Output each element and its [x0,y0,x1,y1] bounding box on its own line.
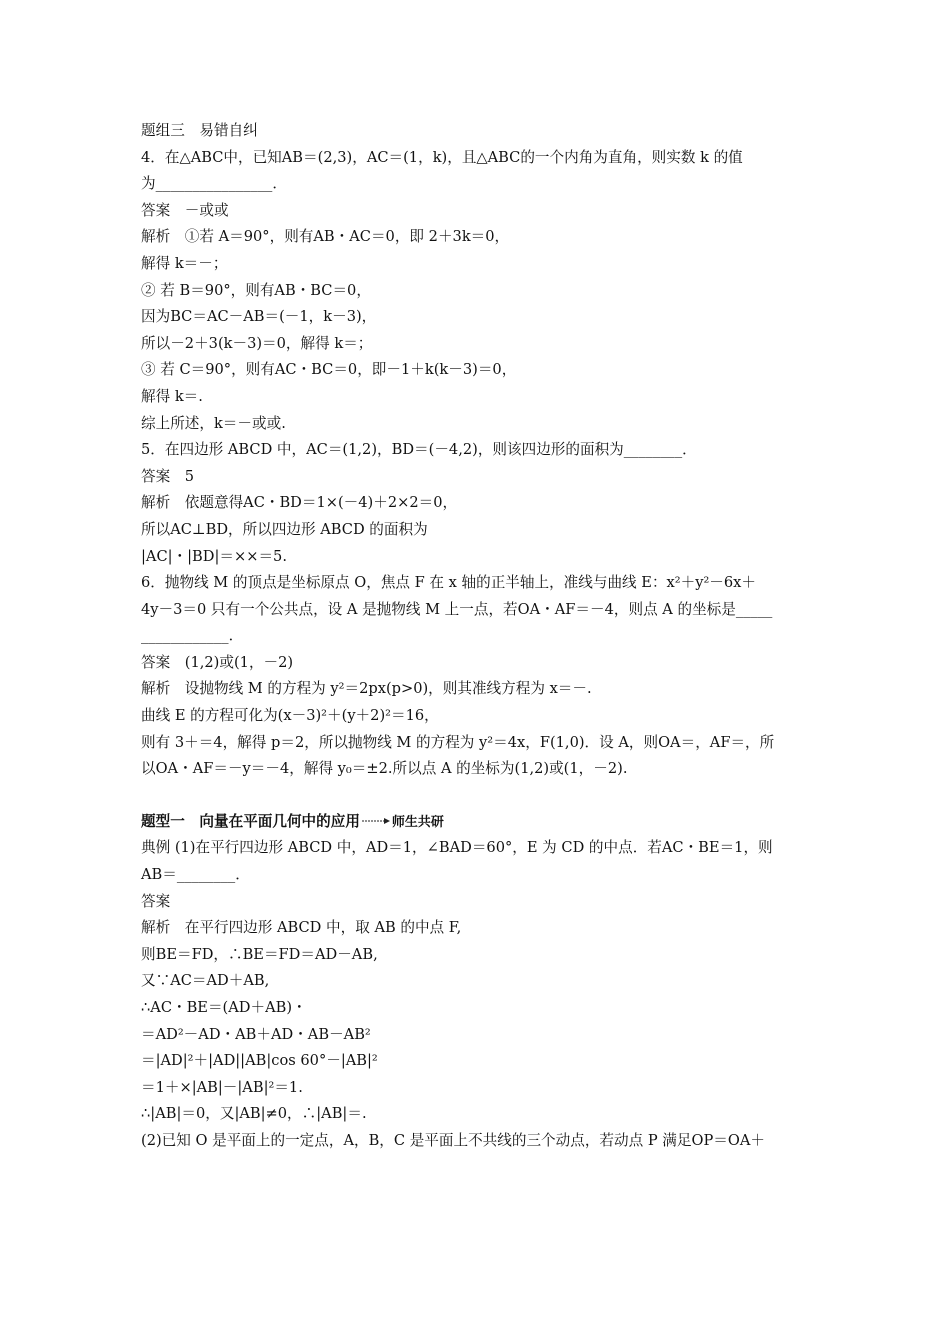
problem-5-solution-line: |AC|・|BD|＝××＝5. [141,547,287,565]
example-solution-line: ＝|AD|²＋|AD||AB|cos 60°－|AB|² [141,1052,378,1070]
document-page [141,118,813,1155]
problem-6-solution-line: 则有 3＋＝4，解得 p＝2，所以抛物线 M 的方程为 y²＝4x，F(1,0)．设 A，则OA＝，AF＝，所 [141,733,775,751]
arrow-right-icon [362,817,390,825]
example-solution-line: ＝AD²－AD・AB＋AD・AB－AB² [141,1025,371,1043]
problem-4-solution-line: 所以－2＋3(k－3)＝0，解得 k＝； [141,334,373,352]
problem-5-solution: 解析 依题意得AC・BD＝1×(－4)＋2×2＝0， [141,494,458,512]
example-text: 典例 (1)在平行四边形 ABCD 中，AD＝1，∠BAD＝60°，E 为 CD 的中点．若AC・BE＝1，则 [141,839,773,857]
problem-6-text-cont: ____________． [141,627,244,645]
problem-4-text: 4．在△ABC中，已知AB＝(2,3)，AC＝(1，k)，且△ABC的一个内角为直角，则实数 k 的值 [141,148,743,166]
example-solution-line: ＝1＋×|AB|－|AB|²＝1. [141,1078,303,1096]
section-gap [141,783,813,809]
problem-5-solution-line: 所以AC⊥BD，所以四边形 ABCD 的面积为 [141,520,428,538]
problem-4-answer: 答案 －或或 [141,201,229,219]
section-title: 题型一 向量在平面几何中的应用 [141,812,360,830]
section-heading [141,809,813,836]
problem-4-solution-line: ② 若 B＝90°，则有AB・BC＝0， [141,281,371,299]
problem-6-text: 6．抛物线 M 的顶点是坐标原点 O，焦点 F 在 x 轴的正半轴上，准线与曲线 E：x²＋y²－6x＋ [141,574,757,592]
problem-6-solution-line: 曲线 E 的方程可化为(x－3)²＋(y＋2)²＝16， [141,707,439,725]
problem-4-solution-line: 解得 k＝－； [141,254,228,272]
problem-6-text-cont: 4y－3＝0 只有一个公共点，设 A 是抛物线 M 上一点，若OA・AF＝－4，则点 A 的坐标是_____ [141,600,773,618]
example-answer: 答案 [141,892,171,910]
problem-5-answer: 答案 5 [141,467,195,485]
problem-4-conclusion: 综上所述，k＝－或或. [141,414,286,432]
problem-5-text: 5．在四边形 ABCD 中，AC＝(1,2)，BD＝(－4,2)，则该四边形的面积为________． [141,441,697,459]
top-block [141,118,813,783]
group-heading: 题组三 易错自纠 [141,122,258,139]
problem-4-solution-line: 解得 k＝. [141,387,203,405]
example-solution-line: 则BE＝FD，∴BE＝FD＝AD－AB, [141,945,378,963]
example-solution: 解析 在平行四边形 ABCD 中，取 AB 的中点 F, [141,919,462,937]
problem-4-solution: 解析 ①若 A＝90°，则有AB・AC＝0，即 2＋3k＝0， [141,228,510,246]
problem-4-text-cont: 为________________． [141,175,287,193]
problem-6-solution: 解析 设抛物线 M 的方程为 y²＝2px(p>0)，则其准线方程为 x＝－. [141,680,592,698]
bottom-block [141,835,813,1154]
example-text-cont: AB＝________． [141,866,250,884]
problem-4-solution-line: ③ 若 C＝90°，则有AC・BC＝0，即－1＋k(k－3)＝0， [141,361,517,379]
problem-6-answer: 答案 (1,2)或(1，－2) [141,653,294,671]
example-solution-line: 又∵AC＝AD＋AB, [141,972,270,990]
example-solution-line: ∴|AB|＝0，又|AB|≠0，∴|AB|＝. [141,1105,367,1123]
example-solution-line: ∴AC・BE＝(AD＋AB)・ [141,999,307,1016]
problem-4-solution-line: 因为BC＝AC－AB＝(－1，k－3)， [141,308,377,326]
example-part-2-text: (2)已知 O 是平面上的一定点，A，B，C 是平面上不共线的三个动点，若动点 P 满足OP＝OA＋ [141,1131,765,1149]
problem-6-solution-line: 以OA・AF＝－y＝－4，解得 y₀＝±2.所以点 A 的坐标为(1,2)或(1，－2). [141,760,628,778]
section-tag: 师生共研 [391,814,444,830]
